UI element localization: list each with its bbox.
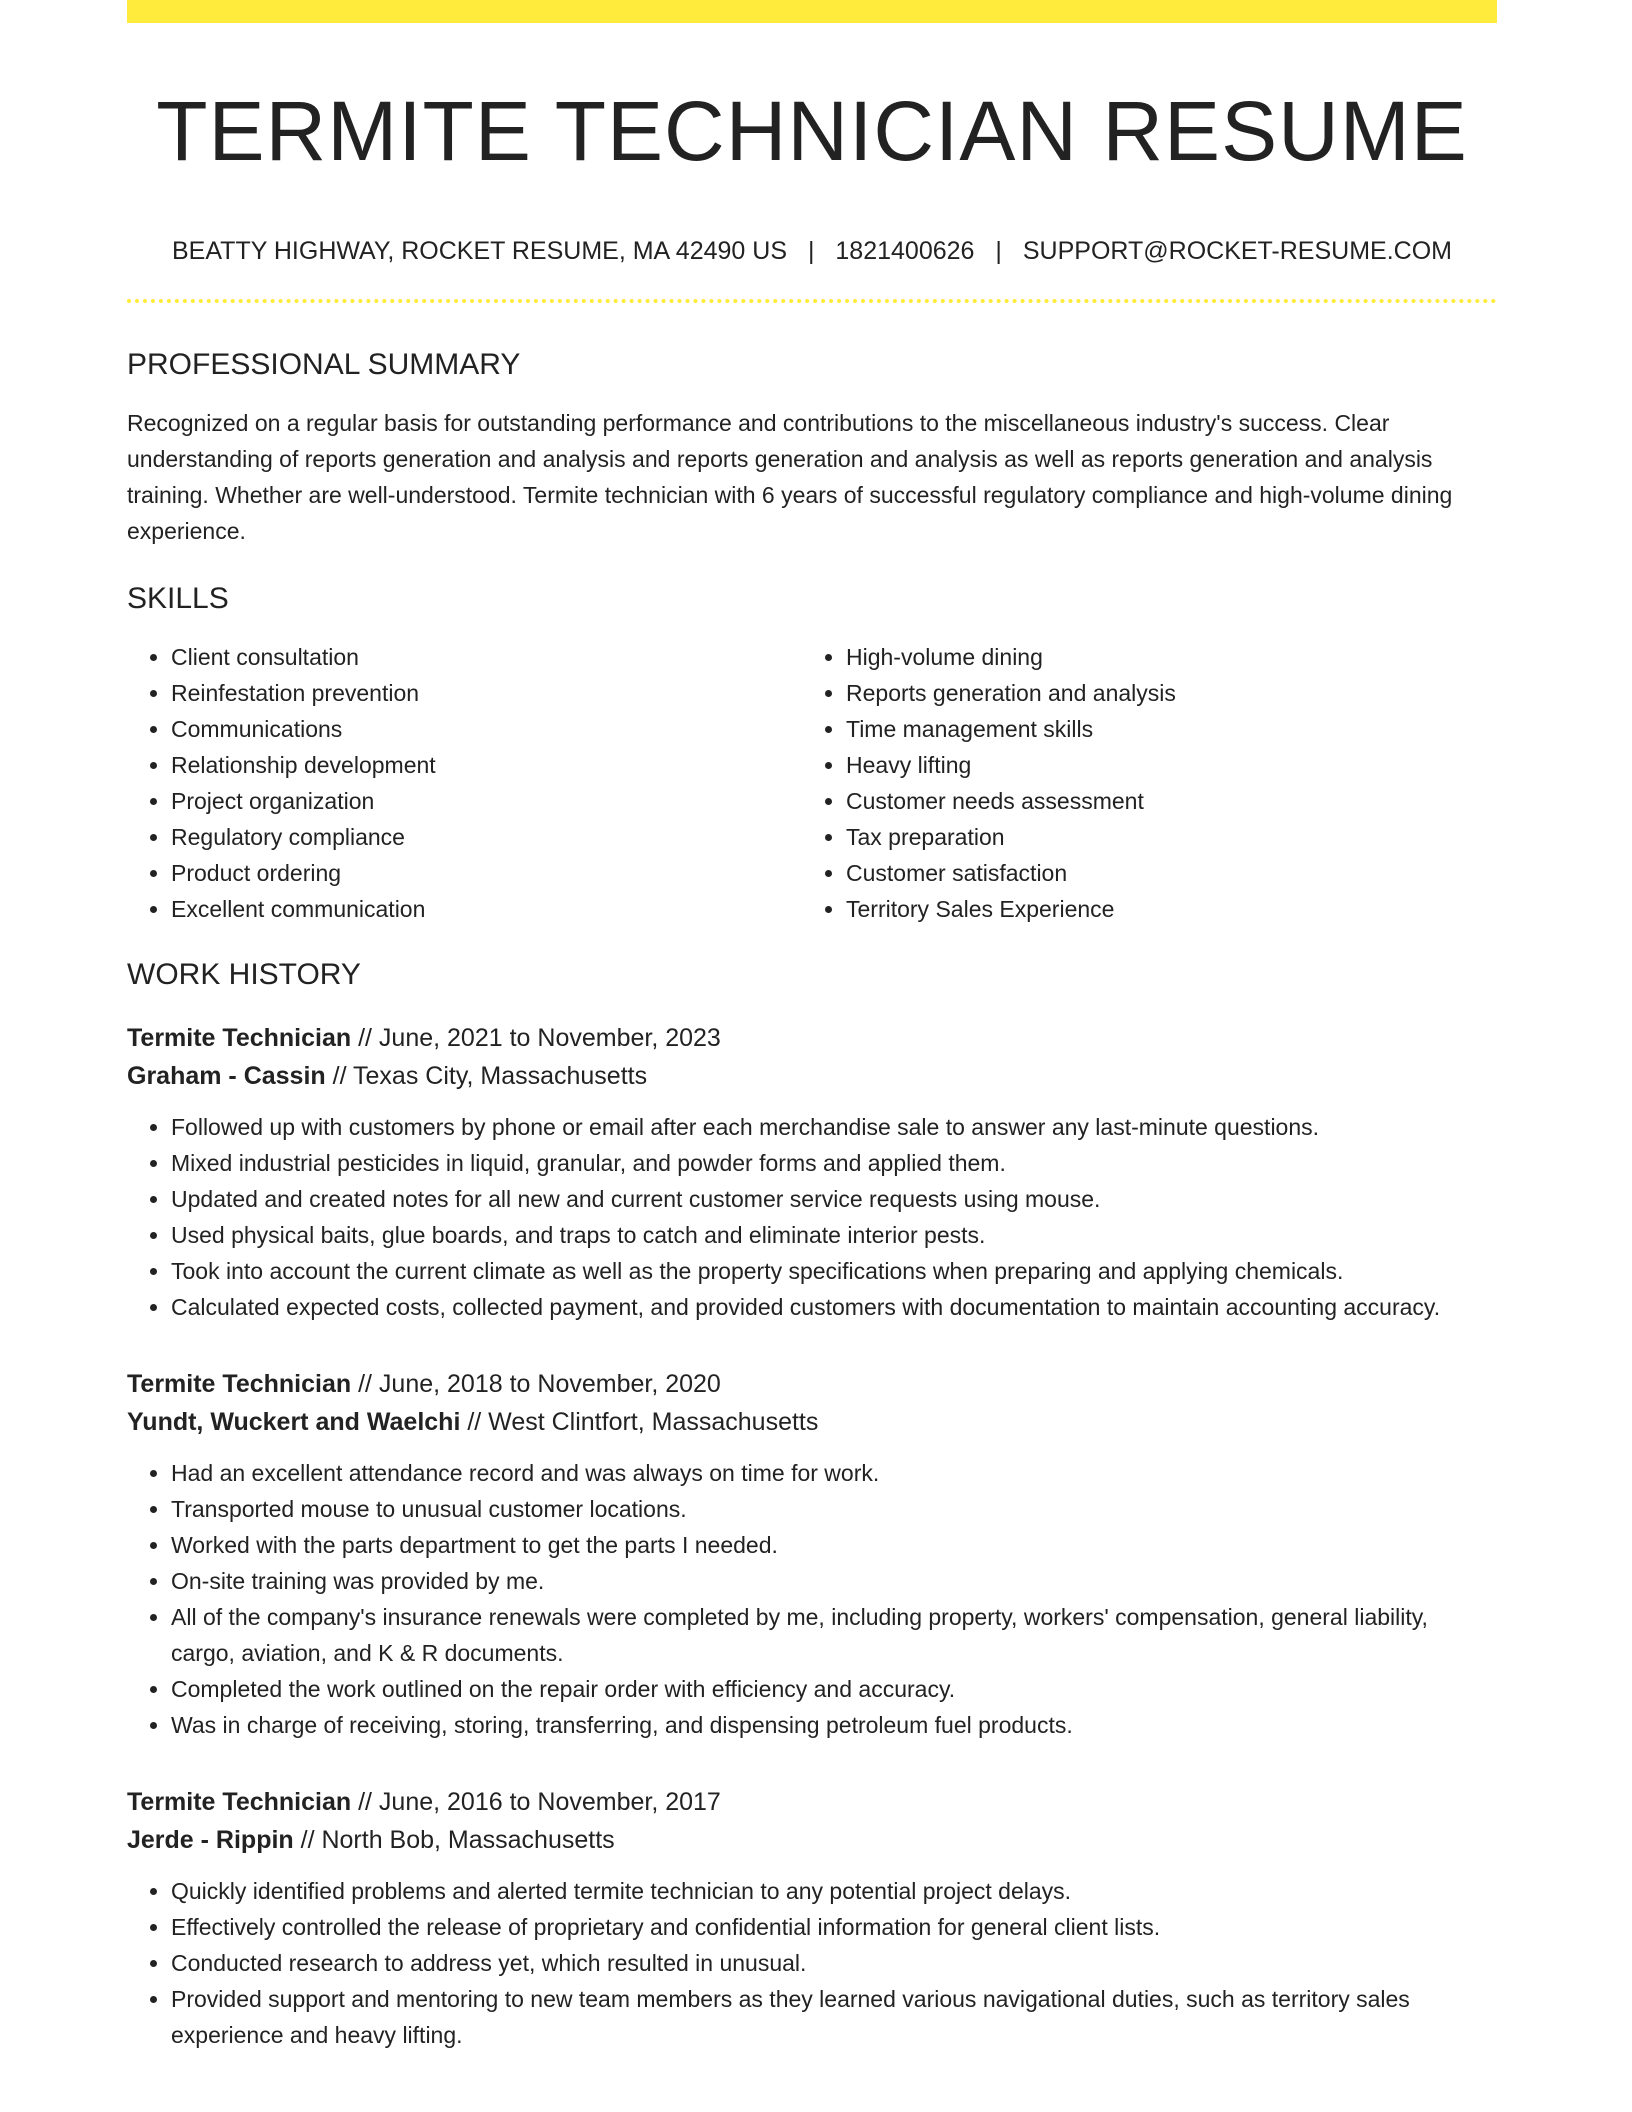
dotted-divider	[127, 299, 1497, 303]
skill-item: • Excellent communication	[171, 891, 802, 927]
job-bullet: • Transported mouse to unusual customer locations.	[171, 1491, 1497, 1527]
contact-separator: |	[995, 237, 1002, 265]
skill-item: • Product ordering	[171, 855, 802, 891]
job-bullet: • Was in charge of receiving, storing, transferring, and dispensing petroleum fuel products.	[171, 1707, 1497, 1743]
skill-item: • Communications	[171, 711, 802, 747]
skill-item: • Customer satisfaction	[846, 855, 1477, 891]
job-title: Termite Technician	[127, 1024, 352, 1052]
job-bullet: • Completed the work outlined on the repair order with efficiency and accuracy.	[171, 1671, 1497, 1707]
work-history-heading: WORK HISTORY	[127, 958, 361, 991]
job-bullet: • Mixed industrial pesticides in liquid, granular, and powder forms and applied them.	[171, 1145, 1497, 1181]
job-bullet: • Effectively controlled the release of proprietary and confidential information for general client lists.	[171, 1909, 1497, 1945]
skill-item: • Regulatory compliance	[171, 819, 802, 855]
job-bullet: • Had an excellent attendance record and was always on time for work.	[171, 1455, 1497, 1491]
skill-item: • Tax preparation	[846, 819, 1477, 855]
contact-line	[127, 235, 1497, 267]
job-bullet: • Worked with the parts department to get the parts I needed.	[171, 1527, 1497, 1563]
job-bullet: • All of the company's insurance renewals were completed by me, including property, workers' compensation, general liability, cargo, aviation, and K & R documents.	[171, 1599, 1497, 1671]
job-bullet: • Updated and created notes for all new and current customer service requests using mouse.	[171, 1181, 1497, 1217]
skills-list-left	[127, 639, 802, 927]
skill-item: • Time management skills	[846, 711, 1477, 747]
job-entry	[127, 1365, 1497, 1743]
resume-content	[127, 23, 1497, 2053]
job-bullet-list	[127, 1873, 1497, 2053]
job-bullet: • Calculated expected costs, collected payment, and provided customers with documentation to maintain accounting accuracy.	[171, 1289, 1497, 1325]
job-bullet: • Quickly identified problems and alerted termite technician to any potential project delays.	[171, 1873, 1497, 1909]
job-entry	[127, 1019, 1497, 1325]
job-bullet-list	[127, 1109, 1497, 1325]
job-dates: // June, 2016 to November, 2017	[351, 1788, 721, 1816]
job-bullet: • Used physical baits, glue boards, and traps to catch and eliminate interior pests.	[171, 1217, 1497, 1253]
job-company-line	[127, 1403, 1497, 1441]
summary-heading: PROFESSIONAL SUMMARY	[127, 348, 521, 381]
job-company: Graham - Cassin	[127, 1062, 326, 1090]
job-company-line	[127, 1821, 1497, 1859]
skill-item: • Reinfestation prevention	[171, 675, 802, 711]
job-entry	[127, 1783, 1497, 2053]
contact-address: BEATTY HIGHWAY, ROCKET RESUME, MA 42490 US	[172, 237, 787, 265]
job-dates: // June, 2021 to November, 2023	[351, 1024, 721, 1052]
job-bullet-list	[127, 1455, 1497, 1743]
job-bullet: • Conducted research to address yet, which resulted in unusual.	[171, 1945, 1497, 1981]
accent-top-bar	[127, 0, 1497, 23]
skills-grid	[127, 639, 1497, 927]
job-location: // Texas City, Massachusetts	[325, 1062, 648, 1090]
skill-item: • Client consultation	[171, 639, 802, 675]
job-bullet: • On-site training was provided by me.	[171, 1563, 1497, 1599]
job-dates: // June, 2018 to November, 2020	[351, 1370, 721, 1398]
job-company: Jerde - Rippin	[127, 1826, 294, 1854]
skill-item: • Reports generation and analysis	[846, 675, 1477, 711]
job-location: // West Clintfort, Massachusetts	[460, 1408, 819, 1436]
skill-item: • High-volume dining	[846, 639, 1477, 675]
job-title-line	[127, 1365, 1497, 1403]
resume-title: TERMITE TECHNICIAN RESUME	[156, 84, 1468, 178]
summary-text: Recognized on a regular basis for outstanding performance and contributions to the miscellaneous industry's success. Clear understanding of reports generation and analysis and reports generation and analysis as well as reports generation and analysis training. Whether are well-understood. Termite technician with 6 years of successful regulatory compliance and high-volume dining experience.	[127, 410, 1453, 544]
job-title-line	[127, 1783, 1497, 1821]
skill-item: • Project organization	[171, 783, 802, 819]
skills-heading: SKILLS	[127, 582, 229, 615]
skill-item: • Customer needs assessment	[846, 783, 1477, 819]
job-title-line	[127, 1019, 1497, 1057]
job-title: Termite Technician	[127, 1370, 352, 1398]
job-company-line	[127, 1057, 1497, 1095]
contact-email: SUPPORT@ROCKET-RESUME.COM	[1022, 237, 1452, 265]
skill-item: • Heavy lifting	[846, 747, 1477, 783]
job-location: // North Bob, Massachusetts	[293, 1826, 615, 1854]
job-bullet: • Took into account the current climate as well as the property specifications when preparing and applying chemicals.	[171, 1253, 1497, 1289]
job-bullet: • Followed up with customers by phone or email after each merchandise sale to answer any last-minute questions.	[171, 1109, 1497, 1145]
job-title: Termite Technician	[127, 1788, 352, 1816]
skills-list-right	[802, 639, 1477, 927]
job-company: Yundt, Wuckert and Waelchi	[127, 1408, 461, 1436]
contact-phone: 1821400626	[835, 237, 975, 265]
skill-item: • Territory Sales Experience	[846, 891, 1477, 927]
skill-item: • Relationship development	[171, 747, 802, 783]
contact-separator: |	[807, 237, 815, 265]
job-bullet: • Provided support and mentoring to new team members as they learned various navigational duties, such as territory sales experience and heavy lifting.	[171, 1981, 1497, 2053]
